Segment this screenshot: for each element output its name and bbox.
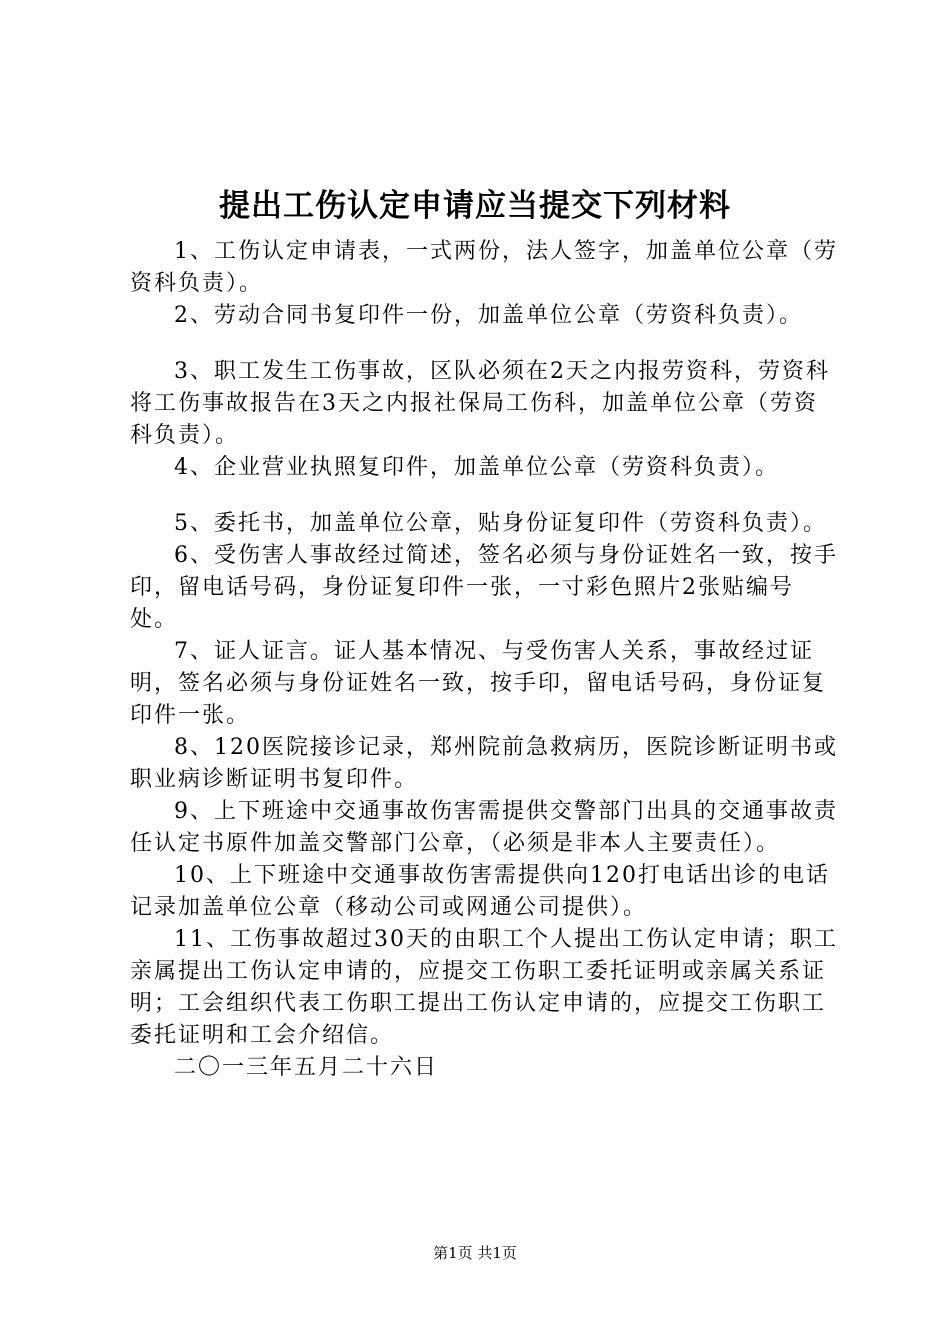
item-8: 8、120医院接诊记录，郑州院前急救病历，医院诊断证明书或职业病诊断证明书复印件。 [130,735,838,792]
document-date: 二〇一三年五月二十六日 [174,1055,439,1080]
document-body [130,236,840,1084]
item-7: 7、证人证言。证人基本情况、与受伤害人关系，事故经过证明，签名必须与身份证姓名一致，按手印，留电话号码，身份证复印件一张。 [130,639,827,728]
item-9: 9、上下班途中交通事故伤害需提供交警部门出具的交通事故责任认定书原件加盖交警部门公章，（必须是非本人主要责任）。 [130,799,838,856]
item-2: 2、劳动合同书复印件一份，加盖单位公章（劳资科负责）。 [174,303,803,328]
page-footer: 第1页 共1页 [433,1244,517,1262]
item-6: 6、受伤害人事故经过简述，签名必须与身份证姓名一致，按手印，留电话号码，身份证复印件一张，一寸彩色照片2张贴编号处。 [130,543,838,632]
item-10: 10、上下班途中交通事故伤害需提供向120打电话出诊的电话记录加盖单位公章（移动公司或网通公司提供）。 [130,863,830,920]
item-4: 4、企业营业执照复印件，加盖单位公章（劳资科负责）。 [174,455,779,480]
item-1: 1、工伤认定申请表，一式两份，法人签字，加盖单位公章（劳资科负责）。 [130,239,838,296]
document-title: 提出工伤认定申请应当提交下列材料 [219,188,731,224]
item-3: 3、职工发生工伤事故，区队必须在2天之内报劳资科，劳资科将工伤事故报告在3天之内报社保局工伤科，加盖单位公章（劳资科负责）。 [130,359,830,448]
item-11: 11、工伤事故超过30天的由职工个人提出工伤认定申请；职工亲属提出工伤认定申请的，应提交工伤职工委托证明或亲属关系证明；工会组织代表工伤职工提出工伤认定申请的，应提交工伤职工委托证明和工会介绍信。 [130,927,838,1048]
item-5: 5、委托书，加盖单位公章，贴身份证复印件（劳资科负责）。 [174,511,827,536]
